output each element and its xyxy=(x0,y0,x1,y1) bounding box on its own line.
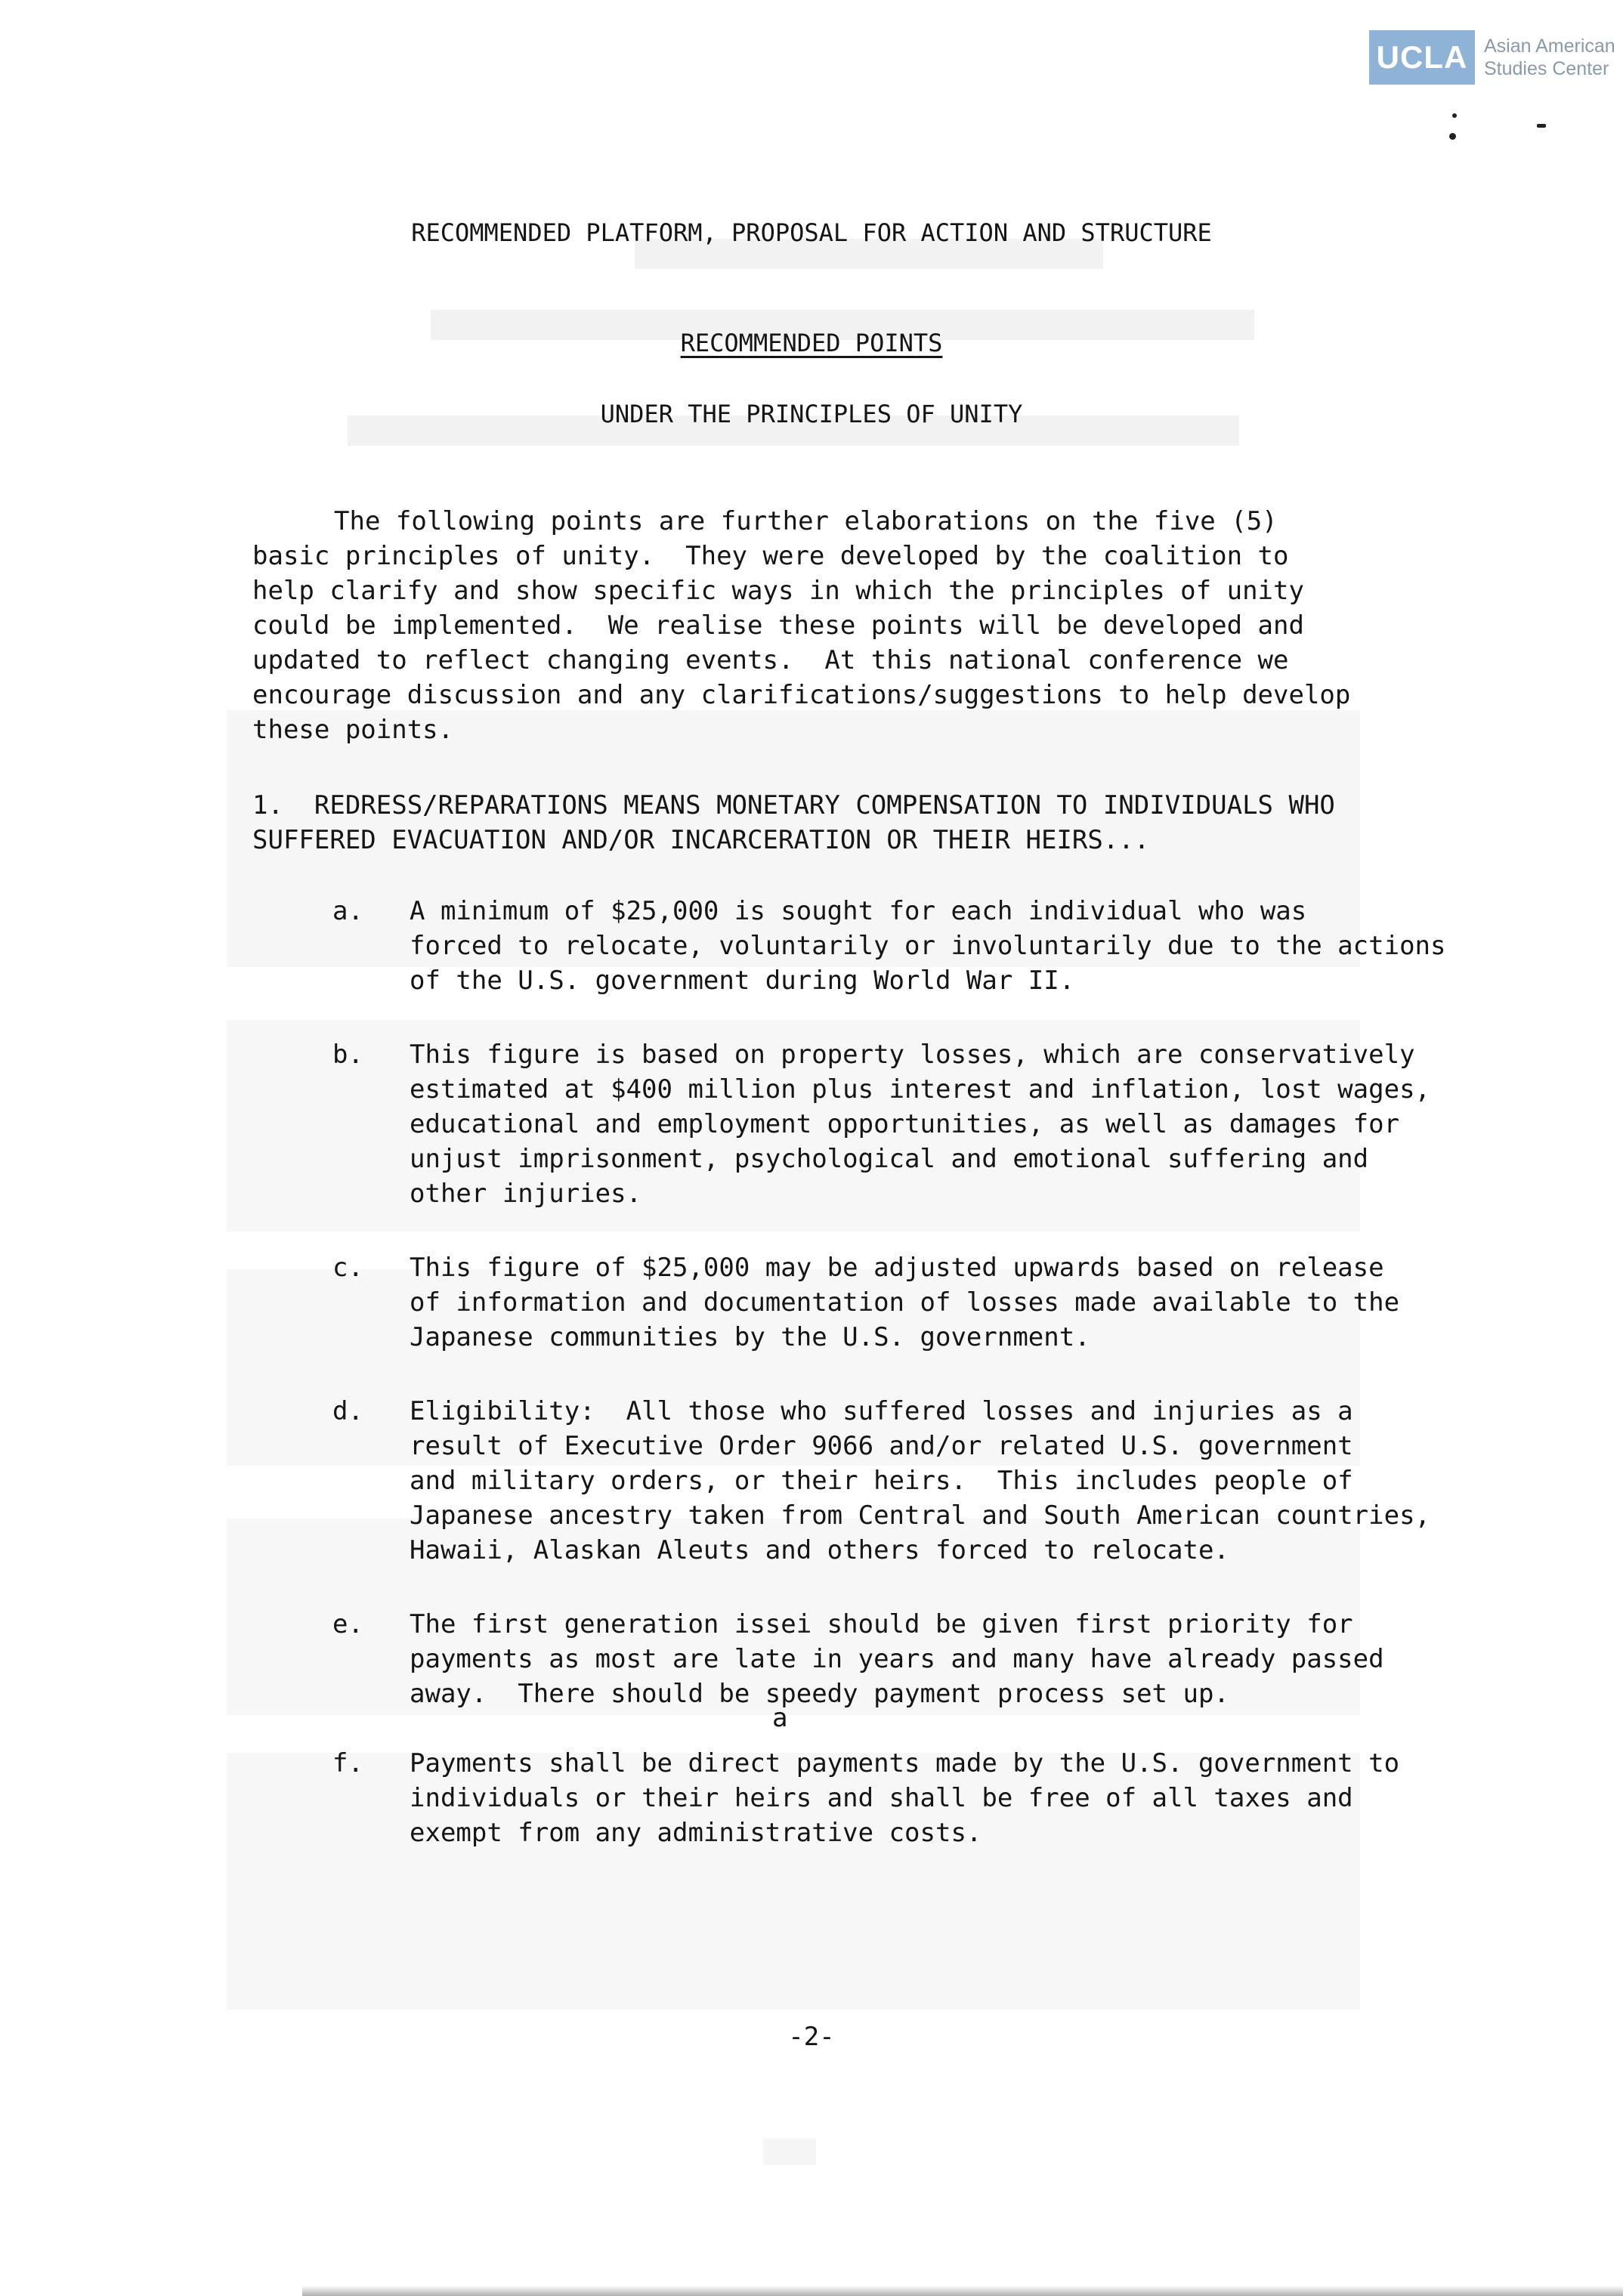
archive-logo xyxy=(1369,30,1615,85)
section-1-heading-line: SUFFERED EVACUATION AND/OR INCARCERATION OR THEIR HEIRS... xyxy=(252,825,1150,855)
item-b-label: b. xyxy=(332,1040,363,1070)
logo-caption xyxy=(1484,35,1615,80)
intro-line: The following points are further elaborations on the five (5) xyxy=(334,506,1278,536)
intro-line: help clarify and show specific ways in which the principles of unity xyxy=(252,576,1304,606)
section-1-heading-line: 1. REDRESS/REPARATIONS MEANS MONETARY COMPENSATION TO INDIVIDUALS WHO xyxy=(252,790,1335,820)
item-d-line: Japanese ancestry taken from Central and South American countries, xyxy=(410,1500,1431,1531)
logo-caption-line-2: Studies Center xyxy=(1484,58,1609,79)
ink-speck xyxy=(1452,113,1457,118)
item-c-line: of information and documentation of losses made available to the xyxy=(410,1287,1400,1318)
item-e-label: e. xyxy=(332,1609,363,1639)
item-b-line: educational and employment opportunities, as well as damages for xyxy=(410,1109,1400,1139)
section-subtitle: RECOMMENDED POINTS xyxy=(680,329,943,357)
item-b-line: This figure is based on property losses, which are conservatively xyxy=(410,1040,1415,1070)
item-a-line: forced to relocate, voluntarily or involuntarily due to the actions xyxy=(410,931,1446,961)
page-number: -2- xyxy=(788,2022,835,2052)
item-a-line: A minimum of $25,000 is sought for each individual who was xyxy=(410,896,1307,926)
intro-line: updated to reflect changing events. At this national conference we xyxy=(252,645,1289,675)
item-a-line: of the U.S. government during World War II. xyxy=(410,966,1075,996)
document-title: RECOMMENDED PLATFORM, PROPOSAL FOR ACTION AND STRUCTURE xyxy=(411,218,1212,247)
item-c-label: c. xyxy=(332,1253,363,1283)
intro-line: encourage discussion and any clarifications/suggestions to help develop xyxy=(252,680,1351,710)
intro-line: basic principles of unity. They were developed by the coalition to xyxy=(252,541,1289,571)
item-d-line: result of Executive Order 9066 and/or related U.S. government xyxy=(410,1431,1353,1461)
intro-line: these points. xyxy=(252,715,454,745)
logo-caption-line-1: Asian American xyxy=(1484,36,1615,57)
paper-bottom-edge xyxy=(302,2285,1623,2296)
item-e-line: away. There should be speedy payment process set up. xyxy=(410,1679,1229,1709)
item-d-line: Hawaii, Alaskan Aleuts and others forced to relocate. xyxy=(410,1535,1229,1565)
item-b-line: estimated at $400 million plus interest and inflation, lost wages, xyxy=(410,1074,1431,1105)
ucla-logo-mark: UCLA xyxy=(1369,30,1475,85)
item-b-line: other injuries. xyxy=(410,1179,642,1209)
item-e-line: payments as most are late in years and many have already passed xyxy=(410,1644,1384,1674)
item-c-line: Japanese communities by the U.S. government. xyxy=(410,1322,1090,1352)
bleed-through-block xyxy=(763,2138,816,2165)
ink-speck xyxy=(1449,133,1456,140)
item-c-line: This figure of $25,000 may be adjusted upwards based on release xyxy=(410,1253,1384,1283)
item-d-line: Eligibility: All those who suffered losses and injuries as a xyxy=(410,1396,1353,1426)
item-d-line: and military orders, or their heirs. This includes people of xyxy=(410,1466,1353,1496)
item-f-line: exempt from any administrative costs. xyxy=(410,1818,982,1848)
item-b-line: unjust imprisonment, psychological and emotional suffering and xyxy=(410,1144,1369,1174)
item-e-line: The first generation issei should be given first priority for xyxy=(410,1609,1353,1639)
handwritten-insertion: a xyxy=(772,1703,788,1733)
item-f-line: individuals or their heirs and shall be free of all taxes and xyxy=(410,1783,1353,1813)
ink-speck xyxy=(1537,124,1546,128)
item-f-line: Payments shall be direct payments made by the U.S. government to xyxy=(410,1748,1400,1778)
item-d-label: d. xyxy=(332,1396,363,1426)
section-subheading: UNDER THE PRINCIPLES OF UNITY xyxy=(600,400,1023,428)
item-a-label: a. xyxy=(332,896,363,926)
intro-line: could be implemented. We realise these points will be developed and xyxy=(252,610,1304,641)
item-f-label: f. xyxy=(332,1748,363,1778)
